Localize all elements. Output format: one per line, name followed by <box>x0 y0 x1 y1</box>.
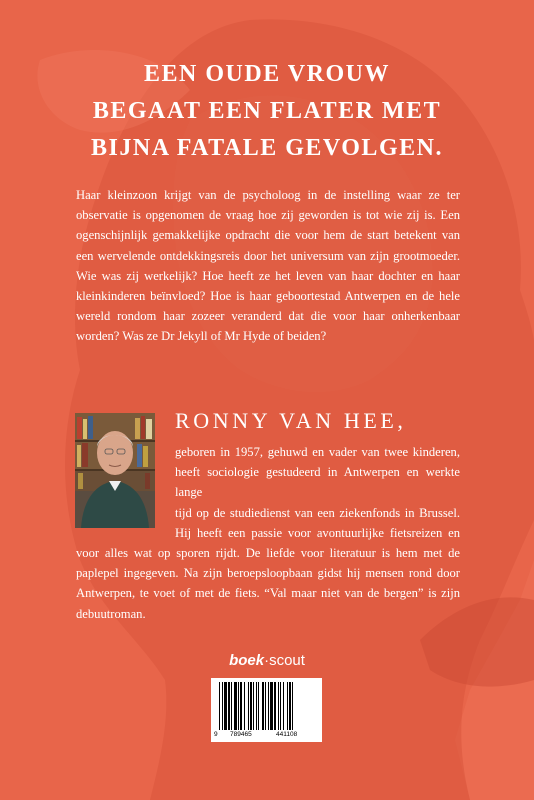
bio-line: geboren in 1957, gehuwd en vader van twee kinderen, <box>175 445 460 459</box>
isbn-barcode <box>211 678 322 742</box>
bio-line: tijd op de studiedienst van een ziekenfonds in Brussel. <box>175 505 460 520</box>
barcode-bar <box>258 682 259 730</box>
logo-scout: scout <box>269 652 305 669</box>
headline-line-1: EEN OUDE VROUW <box>144 61 390 87</box>
barcode-bar <box>287 682 288 730</box>
barcode-bar <box>274 682 276 730</box>
barcode-bar <box>280 682 281 730</box>
bio-paragraph <box>76 543 460 624</box>
barcode-bar <box>256 682 257 730</box>
barcode-bar <box>278 682 279 730</box>
barcode-bar <box>248 682 249 730</box>
barcode-bar <box>270 682 273 730</box>
logo-dot: · <box>264 652 270 669</box>
blurb-text: Haar kleinzoon krijgt van de psycholoog in de instelling waar ze ter observatie is opgenomen de vraag hoe zij geworden is tot wie zij is. Een ogenschijnlijk gemakkelijke opdracht die voor hem de start betekent van een wervelende ontdekkingsreis door het universum van zijn grootmoeder. Wie was zij werkelijk? Hoe heeft ze het leven van haar dochter en haar kleinkinderen beïnvloed? Hoe is haar geboortestad Antwerpen en de hele wereld rondom haar zozeer veranderd dat die voor haar onherkenbaar worden? Was ze Dr Jekyll of Mr Hyde of beiden? <box>76 188 460 344</box>
bio-rest: De liefde voor literatuur is hem met de paplepel ingegeven. Na zijn beroepsloopbaan gidst hij mensen rond door Antwerpen, te voet of met de fiets. “Val maar niet van de bergen” is zijn debuutroman. <box>76 546 460 621</box>
barcode-bars <box>211 678 322 742</box>
barcode-bar <box>289 682 291 730</box>
barcode-bar <box>283 682 284 730</box>
barcode-bar <box>238 682 239 730</box>
author-name: RONNY VAN HEE, <box>175 408 407 433</box>
barcode-digit-first: 9 <box>214 731 218 738</box>
barcode-bar <box>265 682 266 730</box>
barcode-bar <box>231 682 232 730</box>
barcode-digit-group-1: 789465 <box>230 731 252 738</box>
barcode-bar <box>234 682 237 730</box>
barcode-bar <box>224 682 227 730</box>
author-bio <box>76 442 460 624</box>
barcode-bar <box>262 682 264 730</box>
bio-line: Hij heeft een passie voor avontuurlijke fietsreizen en <box>175 525 460 540</box>
headline-line-3: BIJNA FATALE GEVOLGEN. <box>91 135 443 161</box>
bio-line: heeft sociologie gestudeerd in Antwerpen en werkte lange <box>175 465 460 500</box>
barcode-bar <box>219 682 220 730</box>
barcode-bar <box>250 682 252 730</box>
headline <box>0 56 534 167</box>
publisher-logo <box>0 652 534 669</box>
barcode-bar <box>240 682 242 730</box>
barcode-bar <box>244 682 245 730</box>
bio-line: voor alles wat op sporen rijdt. <box>76 546 240 561</box>
barcode-bar <box>228 682 230 730</box>
barcode-digit-group-2: 441108 <box>276 731 298 738</box>
barcode-bar <box>222 682 223 730</box>
headline-line-2: BEGAAT EEN FLATER MET <box>92 98 442 124</box>
logo-boek: boek <box>229 652 265 669</box>
barcode-bar <box>292 682 293 730</box>
barcode-bar <box>253 682 254 730</box>
barcode-bar <box>268 682 269 730</box>
